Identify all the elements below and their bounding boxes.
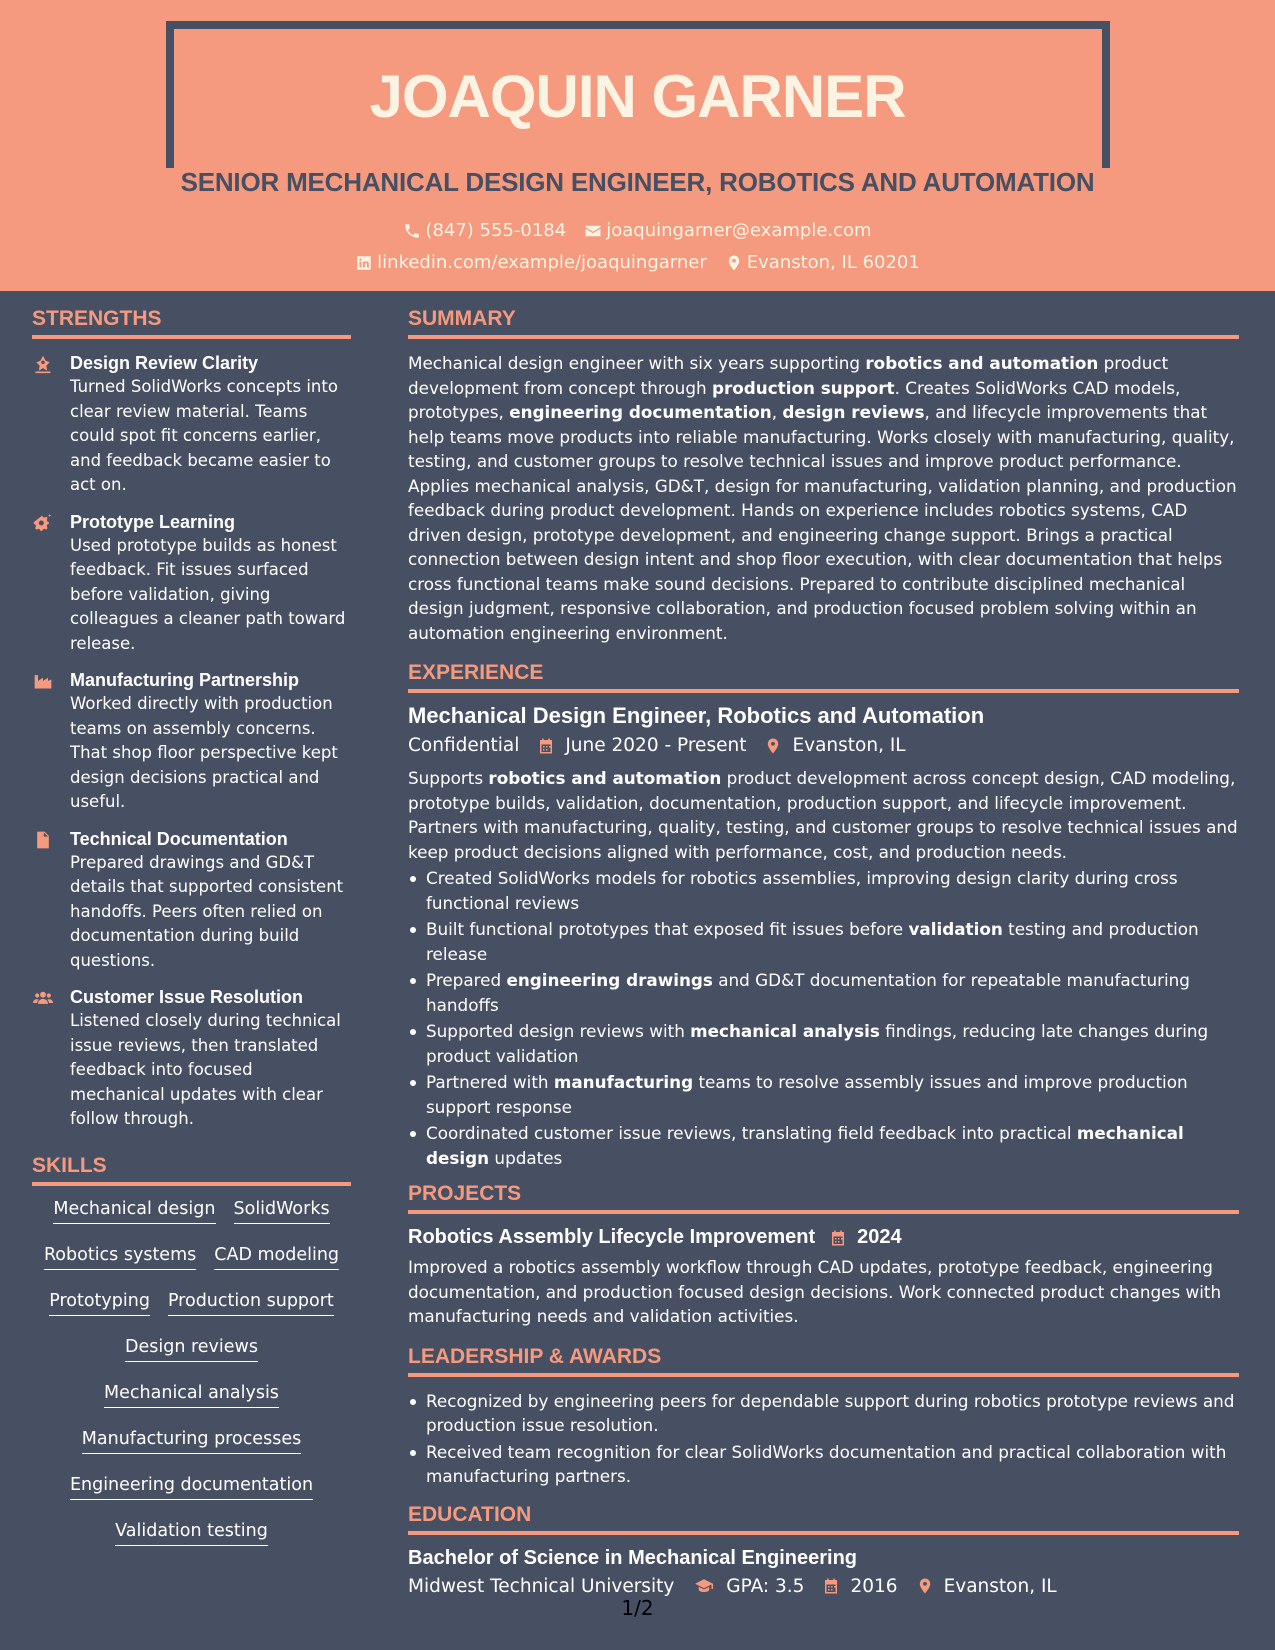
skills-list (32, 1198, 351, 1546)
candidate-name: JOAQUIN GARNER (369, 63, 906, 130)
location-text: Evanston, IL 60201 (746, 252, 920, 273)
linkedin-text: linkedin.com/example/joaquingarner (377, 252, 707, 273)
leadership-list (408, 1389, 1239, 1489)
strength-title: Design Review Clarity (70, 353, 259, 373)
users-icon (32, 988, 54, 1008)
strength-title: Manufacturing Partnership (70, 670, 300, 690)
degree-title: Bachelor of Science in Mechanical Engineering (408, 1546, 858, 1569)
education-meta (408, 1576, 1239, 1597)
job-location: Evanston, IL (792, 735, 906, 756)
envelope-icon (584, 222, 602, 240)
project-header (408, 1226, 1239, 1249)
pen-tool-icon (32, 354, 54, 374)
project-name: Robotics Assembly Lifecycle Improvement (408, 1226, 816, 1248)
skill-tag: Mechanical analysis (104, 1382, 279, 1408)
skills-heading: SKILLS (32, 1154, 351, 1186)
list-item: Partnered with manufacturing teams to resolve assembly issues and improve production support response (408, 1070, 1239, 1119)
list-item: Received team recognition for clear SolidWorks documentation and practical collaboration with manufacturing partners. (408, 1440, 1239, 1489)
strength-desc: Listened closely during technical issue reviews, then translated feedback into focused mechanical updates with clear follow through. (70, 1011, 341, 1128)
strength-item (32, 510, 351, 657)
job-dates: June 2020 - Present (565, 735, 747, 756)
skill-tag: Engineering documentation (70, 1474, 313, 1500)
strength-item (32, 985, 351, 1132)
list-item: Supported design reviews with mechanical analysis findings, reducing late changes during product validation (408, 1019, 1239, 1068)
location-contact (725, 252, 920, 273)
strength-desc: Turned SolidWorks concepts into clear review material. Teams could spot fit concerns earlier, and feedback became easier to act on. (70, 377, 338, 494)
list-item: Coordinated customer issue reviews, translating field feedback into practical mechanical design updates (408, 1121, 1239, 1170)
leadership-heading: LEADERSHIP & AWARDS (408, 1345, 1239, 1377)
document-icon (32, 830, 54, 850)
linkedin-contact[interactable] (355, 252, 707, 273)
email-text: joaquingarner@example.com (606, 220, 872, 241)
phone-icon (403, 222, 421, 240)
school-name: Midwest Technical University (408, 1575, 675, 1597)
strength-desc: Worked directly with production teams on assembly concerns. That shop floor perspective kept design decisions practical and useful. (70, 694, 338, 811)
email-contact[interactable] (584, 220, 871, 241)
map-pin-icon (725, 254, 743, 272)
projects-heading: PROJECTS (408, 1182, 1239, 1214)
summary-heading: SUMMARY (408, 307, 1239, 339)
resume-header (0, 0, 1275, 291)
experience-heading: EXPERIENCE (408, 661, 1239, 693)
strength-item (32, 668, 351, 815)
strengths-heading: STRENGTHS (32, 307, 351, 339)
skill-tag: Prototyping (49, 1290, 150, 1316)
right-column (408, 291, 1239, 1607)
skill-tag: Manufacturing processes (82, 1428, 301, 1454)
candidate-title: SENIOR MECHANICAL DESIGN ENGINEER, ROBOTICS AND AUTOMATION (180, 167, 1095, 197)
map-pin-icon (916, 1577, 934, 1595)
left-column (32, 291, 351, 1546)
strength-item (32, 827, 351, 974)
map-pin-icon (764, 737, 782, 755)
phone-text: (847) 555-0184 (425, 220, 567, 241)
list-item: Prepared engineering drawings and GD&T documentation for repeatable manufacturing handoffs (408, 968, 1239, 1017)
skill-tag: Validation testing (115, 1520, 268, 1546)
calendar-icon (822, 1577, 840, 1595)
education-heading: EDUCATION (408, 1503, 1239, 1535)
graduation-cap-icon (692, 1577, 716, 1595)
industry-icon (32, 671, 54, 691)
phone-contact[interactable] (403, 220, 566, 241)
skill-tag: SolidWorks (234, 1198, 330, 1224)
skill-tag: Design reviews (125, 1336, 258, 1362)
school-location: Evanston, IL (943, 1575, 1057, 1597)
strength-title: Technical Documentation (70, 828, 288, 849)
job-title: Mechanical Design Engineer, Robotics and Automation (408, 703, 985, 728)
project-year: 2024 (857, 1226, 902, 1248)
list-item: Created SolidWorks models for robotics assemblies, improving design clarity during cross functional reviews (408, 866, 1239, 915)
summary-text: Mechanical design engineer with six years supporting robotics and automation product development from concept through production support. Creates SolidWorks CAD models, prototypes, engineering documentation, design reviews, and lifecycle improvements that help teams move products into reliable manufacturing. Works closely with manufacturing, quality, testing, and customer groups to resolve technical issues and improve product performance. Applies mechanical analysis, GD&T, design for manufacturing, validation planning, and production feedback during product development. Hands on experience includes robotics systems, CAD driven design, prototype development, and engineering change support. Brings a practical connection between design intent and shop floor execution, with clear documentation that helps cross functional teams make sound decisions. Prepared to contribute disciplined mechanical design judgment, responsive collaboration, and production focused problem solving within an automation engineering environment. (408, 353, 1237, 643)
gears-icon (32, 513, 54, 533)
list-item: Recognized by engineering peers for dependable support during robotics prototype reviews and production issue resolution. (408, 1389, 1239, 1438)
strength-item (32, 351, 351, 498)
job-meta (408, 735, 1239, 756)
job-intro: Supports robotics and automation product development across concept design, CAD modeling, prototype builds, validation, documentation, production support, and lifecycle improvement. Partners with manufacturing, quality, testing, and customer groups to resolve technical issues and keep product decisions aligned with performance, cost, and production needs. (408, 768, 1238, 862)
calendar-icon (537, 737, 555, 755)
strength-desc: Used prototype builds as honest feedback. Fit issues surfaced before validation, giving colleagues a cleaner path toward release. (70, 535, 346, 653)
contact-row-1 (0, 220, 1275, 241)
skill-tag: Mechanical design (53, 1198, 215, 1224)
gpa: GPA: 3.5 (726, 1575, 805, 1597)
strength-title: Prototype Learning (70, 511, 236, 532)
linkedin-icon (355, 254, 373, 272)
skill-tag: Production support (168, 1290, 334, 1316)
job-bullets (408, 866, 1239, 1170)
strength-title: Customer Issue Resolution (70, 987, 304, 1007)
skill-tag: Robotics systems (44, 1244, 196, 1270)
calendar-icon (829, 1229, 847, 1247)
page-number: 1/2 (621, 1596, 654, 1620)
job-company: Confidential (408, 735, 520, 756)
contact-row-2 (0, 252, 1275, 273)
graduation-year: 2016 (850, 1575, 898, 1597)
list-item: Built functional prototypes that exposed fit issues before validation testing and production release (408, 917, 1239, 966)
skill-tag: CAD modeling (214, 1244, 339, 1270)
strength-desc: Prepared drawings and GD&T details that supported consistent handoffs. Peers often relied on documentation during build questions. (70, 852, 344, 970)
project-desc: Improved a robotics assembly workflow through CAD updates, prototype feedback, engineering documentation, and production focused design decisions. Work connected product changes with manufacturing needs and validation activities. (408, 1257, 1222, 1326)
